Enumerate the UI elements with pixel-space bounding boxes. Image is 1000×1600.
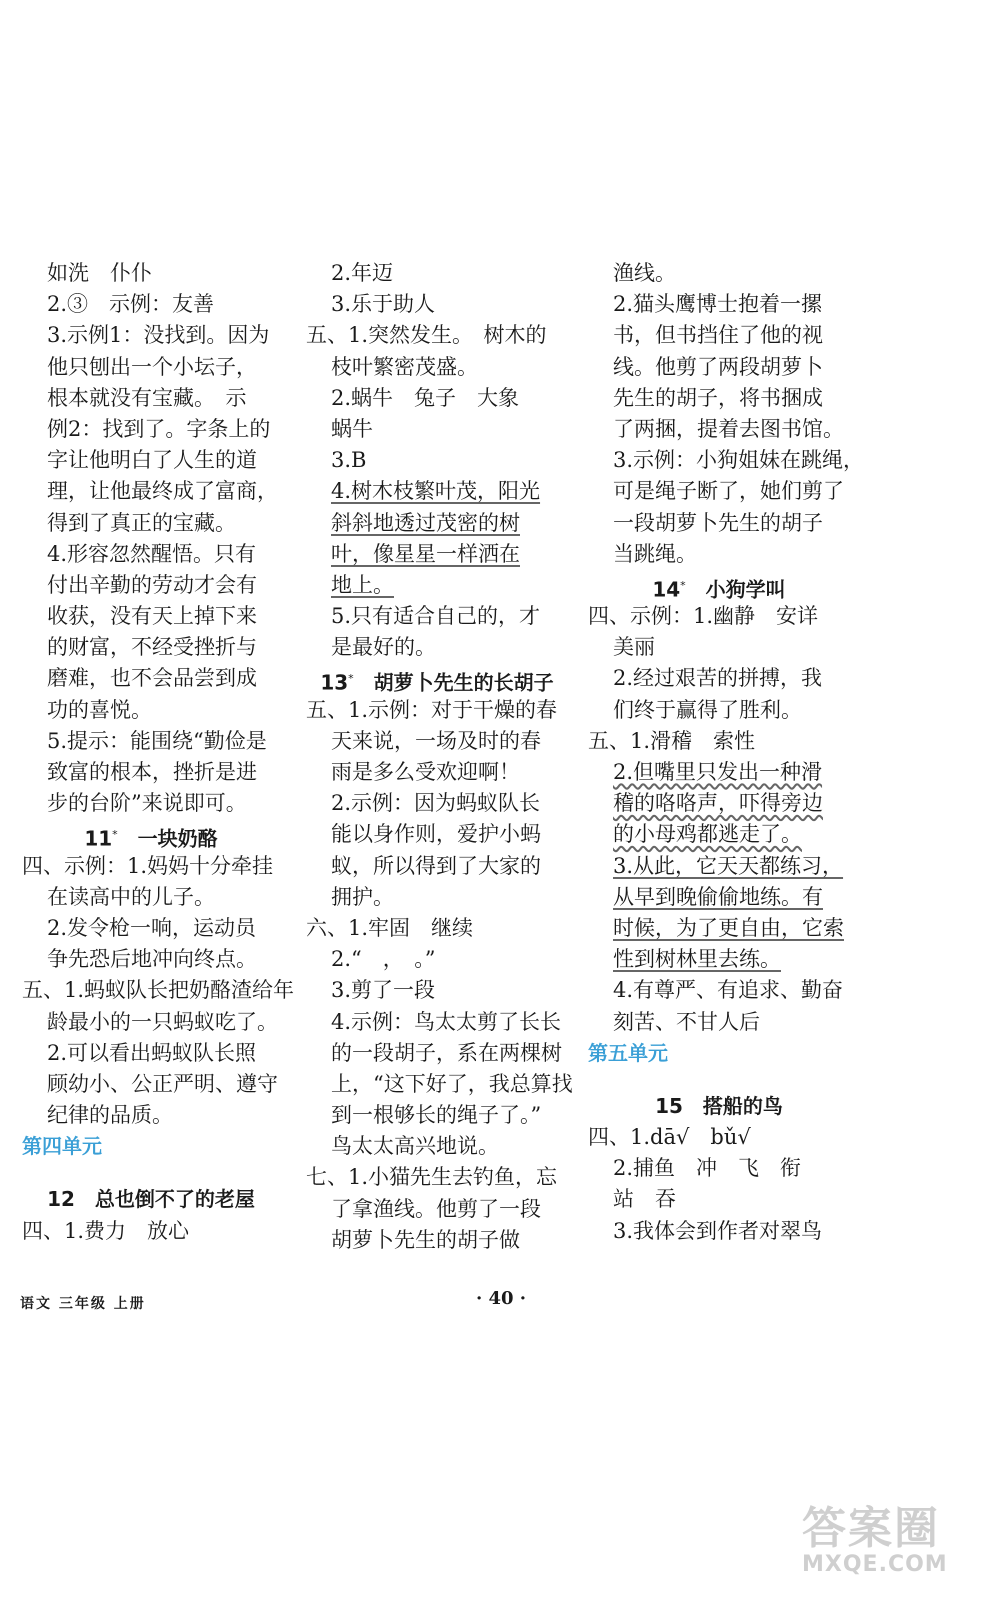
- lesson-heading: [588, 570, 850, 601]
- answer-line: 五、1.滑稽 索性: [588, 728, 756, 753]
- answer-column-1: [22, 258, 295, 1247]
- lesson-title: 小狗学叫: [685, 577, 786, 602]
- answer-line: 3.我体会到作者对翠鸟: [613, 1218, 823, 1243]
- answer-line: 书，但书挡住了他的视: [613, 323, 823, 348]
- answer-line: 四、1.费力 放心: [22, 1218, 190, 1243]
- answer-line: 了拿渔线。他剪了一段: [331, 1196, 541, 1221]
- answer-line: 雨是多么受欢迎啊！: [331, 760, 520, 784]
- answer-line: 蜗牛: [331, 416, 373, 441]
- answer-line: 美丽: [613, 635, 655, 660]
- answer-line: 稽的咯咯声，吓得旁边: [613, 791, 823, 816]
- watermark-logo: [802, 1492, 972, 1582]
- answer-column-3: [588, 258, 865, 1247]
- answer-line: 4.有尊严、有追求、勤奋: [613, 978, 844, 1003]
- answer-line: 付出辛勤的劳动才会有: [47, 572, 257, 597]
- answer-column-2: [306, 258, 573, 1256]
- answer-line: 4.示例：鸟太太剪了长长: [331, 1009, 562, 1034]
- page-number: · 40 ·: [475, 1288, 527, 1309]
- answer-line: 3.示例：小狗姐妹在跳绳，: [613, 448, 865, 473]
- answer-line: 枝叶繁密茂盛。: [331, 354, 478, 379]
- answer-line: 3.B: [331, 448, 367, 473]
- answer-line: 的一段胡子，系在两棵树: [331, 1040, 562, 1065]
- answer-line: 2.蜗牛 兔子 大象: [331, 385, 520, 410]
- answer-line: 站 吞: [613, 1187, 676, 1212]
- answer-line: 四、示例：1.幽静 安详: [588, 604, 819, 629]
- answer-line: 五、1.突然发生。 树木的: [306, 323, 547, 348]
- answer-line: 了两捆，提着去图书馆。: [613, 416, 844, 441]
- answer-line: 功的喜悦。: [47, 697, 152, 722]
- answer-line: 地上。: [331, 572, 394, 597]
- answer-line: 先生的胡子，将书捆成: [613, 385, 823, 410]
- answer-line: 拥护。: [331, 884, 394, 909]
- answer-line: 线。他剪了两段胡萝卜: [613, 354, 823, 379]
- answer-line: 五、1.示例：对于干燥的春: [306, 697, 558, 722]
- answer-line: 磨难，也不会品尝到成: [47, 666, 257, 691]
- answer-line: 的小母鸡都逃走了。: [613, 822, 802, 847]
- lesson-title: 一块奶酪: [117, 827, 218, 852]
- answer-line: 顾幼小、公正严明、遵守: [47, 1071, 278, 1096]
- lesson-number: 14: [652, 577, 681, 602]
- answer-line: 七、1.小猫先生去钓鱼，忘: [306, 1165, 558, 1190]
- answer-line: 3.从此，它天天都练习，: [613, 853, 844, 878]
- answer-line: 上，“这下好了，我总算找: [331, 1071, 573, 1096]
- answer-line: 2.发令枪一响，运动员: [47, 915, 257, 940]
- answer-line: 的财富，不经受挫折与: [47, 635, 257, 660]
- answer-line: 龄最小的一只蚂蚁吃了。: [47, 1009, 278, 1034]
- answer-line: 们终于赢得了胜利。: [613, 697, 802, 722]
- unit-heading: 第五单元: [588, 1040, 668, 1065]
- answer-line: 5.提示：能围绕“勤俭是: [47, 728, 267, 753]
- answer-line: 5.只有适合自己的，才: [331, 604, 541, 629]
- answer-line: 4.形容忽然醒悟。只有: [47, 541, 257, 566]
- answer-line: 2.可以看出蚂蚁队长照: [47, 1040, 257, 1065]
- answer-line: 到一根够长的绳子了。”: [331, 1103, 542, 1128]
- answer-line: 四、示例：1.妈妈十分牵挂: [22, 853, 274, 878]
- answer-line: 渔线。: [613, 261, 676, 285]
- answer-line: 2.“ ， 。”: [331, 947, 436, 972]
- spacer: [588, 1069, 850, 1091]
- answer-line: 2.经过艰苦的拼搏，我: [613, 666, 823, 691]
- answer-line: 性到树林里去练。: [613, 947, 781, 972]
- answer-line: 根本就没有宝藏。 示: [47, 385, 247, 410]
- answer-line: 2.年迈: [331, 261, 394, 285]
- answer-line: 2.但嘴里只发出一种滑: [613, 760, 823, 784]
- answer-line: 收获，没有天上掉下来: [47, 604, 257, 629]
- answer-line: 胡萝卜先生的胡子做: [331, 1227, 520, 1252]
- lesson-number: 13: [320, 671, 349, 696]
- unit-heading: 第四单元: [22, 1134, 102, 1159]
- optional-lesson-mark: *: [680, 578, 686, 592]
- answer-line: 是最好的。: [331, 635, 436, 660]
- answer-line: 致富的根本，挫折是进: [47, 760, 257, 784]
- answer-line: 例2：找到了。字条上的: [47, 416, 271, 441]
- answer-line: 蚁，所以得到了大家的: [331, 853, 541, 878]
- answer-line: 纪律的品质。: [47, 1103, 173, 1128]
- answer-line: 四、1.dā√ bǔ√: [588, 1125, 751, 1150]
- answer-line: 叶，像星星一样洒在: [331, 541, 520, 566]
- lesson-number: 11: [84, 827, 113, 852]
- answer-line: 理，让他最终成了富商，: [47, 479, 278, 504]
- lesson-heading: [306, 663, 568, 694]
- lesson-heading: [22, 819, 280, 850]
- answer-line: 时候，为了更自由，它索: [613, 915, 844, 940]
- answer-line: 能以身作则，爱护小蚂: [331, 822, 541, 847]
- answer-line: 2.捕鱼 冲 飞 衔: [613, 1156, 802, 1181]
- answer-line: 2.猫头鹰博士抱着一摞: [613, 292, 823, 317]
- answer-line: 斜斜地透过茂密的树: [331, 510, 520, 535]
- answer-line: 天来说，一场及时的春: [331, 728, 541, 753]
- answer-line: 2.示例：因为蚂蚁队长: [331, 791, 541, 816]
- optional-lesson-mark: *: [348, 672, 354, 686]
- answer-line: 一段胡萝卜先生的胡子: [613, 510, 823, 535]
- book-title-footer: 语文 三年级 上册: [20, 1296, 146, 1312]
- spacer: [22, 1162, 280, 1184]
- answer-line: 刻苦、不甘人后: [613, 1009, 760, 1034]
- answer-line: 可是绳子断了，她们剪了: [613, 479, 844, 504]
- answer-line: 争先恐后地冲向终点。: [47, 947, 257, 972]
- watermark-en: MXQE.COM: [802, 1552, 948, 1577]
- answer-line: 从早到晚偷偷地练。有: [613, 884, 823, 909]
- answer-line: 2.③ 示例：友善: [47, 292, 215, 317]
- answer-line: 字让他明白了人生的道: [47, 448, 257, 473]
- answer-line: 4.树木枝繁叶茂，阳光: [331, 479, 541, 504]
- answer-line: 3.剪了一段: [331, 978, 436, 1003]
- lesson-heading: 12 总也倒不了的老屋: [47, 1187, 255, 1212]
- answer-line: 五、1.蚂蚁队长把奶酪渣给年: [22, 978, 295, 1003]
- answer-line: 步的台阶”来说即可。: [47, 791, 247, 816]
- optional-lesson-mark: *: [112, 828, 118, 842]
- answer-line: 在读高中的儿子。: [47, 884, 215, 909]
- answer-line: 当跳绳。: [613, 541, 697, 566]
- lesson-title: 胡萝卜先生的长胡子: [353, 671, 554, 696]
- answer-line: 得到了真正的宝藏。: [47, 510, 236, 535]
- answer-line: 如洗 仆仆: [47, 261, 152, 285]
- answer-line: 六、1.牢固 继续: [306, 915, 474, 940]
- answer-line: 鸟太太高兴地说。: [331, 1134, 499, 1159]
- watermark-cn: 答案圈: [802, 1503, 940, 1554]
- answer-line: 3.乐于助人: [331, 292, 436, 317]
- answer-line: 3.示例1：没找到。因为: [47, 323, 270, 348]
- lesson-heading: 15 搭船的鸟: [655, 1093, 783, 1118]
- answer-line: 他只刨出一个小坛子，: [47, 354, 257, 379]
